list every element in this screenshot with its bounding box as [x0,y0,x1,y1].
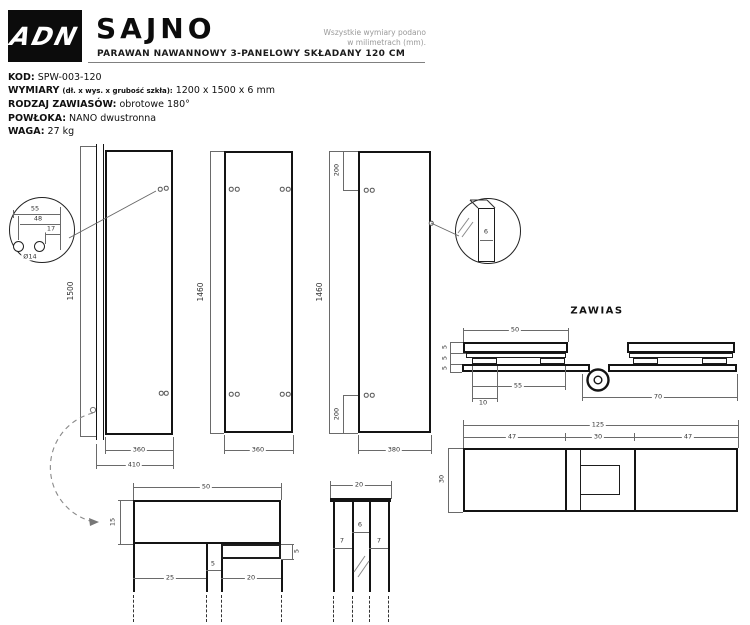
dim-ext [80,146,96,147]
dim-channel-wall-left: 7 [339,536,345,545]
dim-line [45,234,60,235]
mount-hole [159,391,164,396]
dim-line [352,532,369,533]
dim-tick [565,433,566,441]
mount-hole [364,393,369,398]
brand-logo [8,10,82,62]
wall-profile-leg [221,559,223,592]
dim-ext [450,342,463,343]
units-note [298,28,426,48]
channel-top-cap [330,498,391,502]
dim-hinge-plate-length: 50 [510,325,520,334]
dim-line [210,151,211,433]
dim-bprofile-width: 20 [354,480,364,489]
dim-line [329,151,330,433]
arc-start-marker [90,407,95,412]
hinge-pivot-inner [594,376,602,384]
spec-waga-value: 27 kg [47,125,75,137]
dim-panel1-height: 1500 [65,281,75,301]
product-title: SAJNO [96,12,216,45]
dim-line [120,500,121,544]
dim-hinge-10: 10 [478,398,488,407]
wall-profile-body [133,500,281,544]
wall-profile-edge [96,144,97,440]
fold-swing-arc [50,413,94,522]
spec-kod-label: KOD: [8,72,35,83]
dim-hole-55: 55 [30,204,40,213]
dim-line [480,240,493,241]
dim-ext [448,512,463,513]
dim-line [369,548,388,549]
channel-wall [388,502,390,592]
dim-ext [173,437,174,469]
hinge-pivot-outer [588,370,609,391]
dim-wprofile-gap: 5 [210,559,216,568]
dim-panel1-total-width: 410 [127,460,141,469]
dim-ext [293,435,294,454]
dim-ext [431,435,432,454]
mount-hole [370,188,375,193]
mount-hole [364,188,369,193]
dim-ext [568,328,569,342]
spec-zawiasy [8,98,275,111]
product-subtitle: PARAWAN NAWANNOWY 3-PANELOWY SKŁADANY 120 CM [97,49,406,59]
mount-hole [229,392,234,397]
center-line [221,595,222,622]
spec-wymiary-value: 1200 x 1500 x 6 mm [175,85,275,97]
hinge-base-plate-right [608,364,737,372]
mount-hole [235,392,240,397]
hinge-title: ZAWIAS [570,305,624,317]
dim-ext [210,433,224,434]
dim-line [448,448,449,512]
dim-ext [450,372,462,373]
dim-ext [448,448,463,449]
dim-line [343,395,344,433]
dim-ext [281,559,294,560]
hinge-clamp-left [463,342,568,353]
hinge-top-divider [565,448,567,512]
dim-panel2-width: 360 [251,445,265,454]
dim-ext [497,366,498,402]
dim-panel2-height: 1460 [195,282,205,302]
dim-wprofile-25: 25 [165,573,175,582]
dim-hole-diameter: Ø14 [23,252,37,261]
dim-panel3-width: 380 [387,445,401,454]
wall-profile-leg [133,542,135,592]
dim-ext [391,481,392,499]
dim-wprofile-step: 5 [292,548,301,554]
glass-hatch-marks [354,556,369,577]
dim-ext [330,481,331,499]
dim-ext [450,353,466,354]
dim-tick [634,433,635,441]
panel3-glass [358,151,431,433]
dim-hinge-70: 70 [653,392,663,401]
dim-htop-mid: 30 [593,432,603,441]
dim-wprofile-width: 50 [201,482,211,491]
wall-profile-step [221,544,281,559]
dim-glass-thickness: 6 [483,227,489,236]
dim-ext [210,151,224,152]
hinge-base-plate-left [462,364,590,372]
wall-profile-leg [206,542,208,592]
mount-hole [370,393,375,398]
channel-wall [369,502,371,592]
mount-hole [229,187,234,192]
dim-wprofile-height: 15 [108,517,117,527]
panel2-glass [224,151,293,433]
dim-hinge-layer3: 5 [440,365,449,371]
center-line [352,596,353,622]
dim-ext [105,437,106,454]
dim-hole-48: 48 [33,214,43,223]
spec-wymiary-note: (dł. x wys. x grubość szkła): [62,87,173,96]
dim-ext [281,483,282,500]
mount-hole [164,391,169,396]
brand-logo-text: ADN [7,21,83,51]
dim-wprofile-20: 20 [246,573,256,582]
wall-profile-leg [281,559,283,592]
spec-kod-value: SPW-003-120 [37,72,102,83]
hinge-top-knuckle [580,465,620,495]
dim-ext [80,436,96,437]
units-note-line1: Wszystkie wymiary podano [323,28,426,37]
dim-hinge-layer1: 5 [440,344,449,350]
mount-hole [286,187,291,192]
dim-ext [118,544,133,545]
mount-hole [164,186,169,191]
dim-ext [358,435,359,454]
spec-zawiasy-value: obrotowe 180° [119,99,190,111]
dim-ext [224,435,225,454]
spec-kod [8,71,275,84]
dim-channel-glass: 6 [357,520,363,529]
dim-line [80,146,81,436]
dim-channel-wall-right: 7 [376,536,382,545]
center-line [369,596,370,622]
dim-hinge-layer2: 5 [440,355,449,361]
spec-zawiasy-label: RODZAJ ZAWIASÓW: [8,99,117,111]
center-line [133,595,134,622]
spec-waga-label: WAGA: [8,125,45,137]
dim-ext [450,364,462,365]
header-divider [88,62,425,63]
dim-hole-17: 17 [46,224,56,233]
mount-hole [235,187,240,192]
spec-powloka-label: POWŁOKA: [8,112,67,124]
dim-ext [565,366,566,390]
spec-powloka-value: NANO dwustronna [69,112,157,124]
units-note-line2: w milimetrach (mm). [347,37,426,47]
dim-ext [13,210,14,218]
center-line [281,595,282,622]
arc-arrowhead [89,518,99,526]
dim-panel1-width: 360 [132,445,146,454]
detail-ref-line [60,207,61,250]
spec-wymiary-label: WYMIARY [8,85,60,97]
dim-htop-height: 30 [437,474,446,484]
dim-line [343,151,344,190]
edge-reference-point [429,221,434,226]
channel-wall [352,502,354,592]
dim-htop-left: 47 [507,432,517,441]
dim-hinge-55: 55 [513,381,523,390]
dim-hole-offset-bottom: 200 [332,407,341,421]
dim-line [206,570,221,571]
wall-profile-edge [103,144,104,440]
spec-list [8,71,275,138]
mount-hole [280,392,285,397]
center-line [206,595,207,622]
channel-wall [333,502,335,592]
center-line [388,596,389,622]
spec-waga [8,125,275,138]
dim-ext [738,420,739,448]
dim-ext [133,483,134,500]
spec-wymiary [8,84,275,98]
dim-ext [737,374,738,401]
center-line [333,596,334,622]
spec-powloka [8,112,275,125]
mount-hole [286,392,291,397]
dim-line [450,342,451,372]
detail-hole [13,241,24,252]
dim-line [333,548,352,549]
dim-ext [329,433,358,434]
detail-hole [34,241,45,252]
mount-hole [280,187,285,192]
dim-ext [472,366,473,402]
dim-panel3-height: 1460 [314,282,324,302]
dim-hole-offset-top: 200 [332,163,341,177]
dim-htop-total: 125 [591,420,605,429]
hinge-top-divider [634,448,636,512]
dim-htop-right: 47 [683,432,693,441]
hinge-clamp-right [627,342,735,353]
mount-hole [158,187,163,192]
dim-ext [18,216,19,240]
